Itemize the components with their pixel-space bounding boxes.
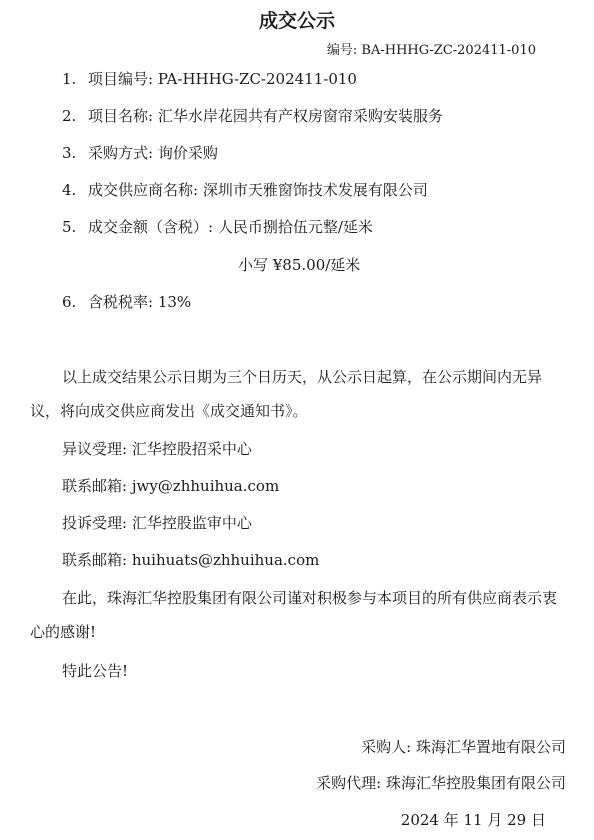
item-number: 1.	[62, 70, 77, 88]
closing-statement: 特此公告!	[62, 662, 129, 680]
item-label: 含税税率:	[88, 293, 154, 311]
item-procurement-method	[62, 143, 218, 163]
objection-email	[62, 476, 279, 496]
item-label: 采购方式:	[88, 144, 154, 162]
contact-value: 汇华控股招采中心	[131, 440, 252, 458]
purchaser-signature: 采购人: 珠海汇华置地有限公司	[361, 738, 566, 756]
notice-paragraph: 以上成交结果公示日期为三个日历天，从公示日起算，在公示期间内无异议，将向成交供应商发出《成交通知书》。	[30, 368, 543, 420]
item-number: 2.	[62, 107, 77, 125]
document-number: 编号: BA-HHHG-ZC-202411-010	[326, 43, 536, 58]
item-value: PA-HHHG-ZC-202411-010	[157, 70, 357, 88]
item-label: 成交金额（含税）:	[88, 218, 214, 236]
document-title: 成交公示	[258, 10, 335, 32]
publication-date: 2024 年 11 月 29 日	[400, 811, 546, 829]
amount-small: 小写 ¥85.00/延米	[238, 256, 361, 274]
item-label: 项目编号:	[88, 70, 154, 88]
item-transaction-amount	[62, 217, 373, 237]
agent-signature: 采购代理: 珠海汇华控股集团有限公司	[316, 774, 566, 792]
contact-value: 汇华控股监审中心	[131, 514, 252, 532]
item-project-number	[62, 69, 357, 89]
item-value: 深圳市天雅窗饰技术发展有限公司	[202, 181, 428, 199]
complaint-contact	[62, 513, 252, 533]
contact-label: 异议受理:	[62, 440, 128, 458]
contact-label: 联系邮箱:	[62, 551, 128, 569]
item-tax-rate	[62, 292, 191, 312]
contact-label: 投诉受理:	[62, 514, 128, 532]
item-number: 3.	[62, 144, 77, 162]
objection-contact	[62, 439, 252, 459]
item-supplier-name	[62, 180, 428, 200]
item-value: 汇华水岸花园共有产权房窗帘采购安装服务	[157, 107, 443, 125]
thanks-paragraph: 在此，珠海汇华控股集团有限公司谨对积极参与本项目的所有供应商表示衷心的感谢!	[30, 589, 558, 641]
item-number: 5.	[62, 218, 77, 236]
item-number: 4.	[62, 181, 77, 199]
contact-label: 联系邮箱:	[62, 477, 128, 495]
item-project-name	[62, 106, 443, 126]
complaint-email	[62, 550, 319, 570]
item-value: 人民币捌拾伍元整/延米	[217, 218, 373, 236]
contact-value: jwy@zhhuihua.com	[131, 477, 280, 495]
item-label: 成交供应商名称:	[88, 181, 199, 199]
item-value: 询价采购	[157, 144, 218, 162]
contact-value: huihuats@zhhuihua.com	[131, 551, 320, 569]
item-number: 6.	[62, 293, 77, 311]
item-label: 项目名称:	[88, 107, 154, 125]
item-value: 13%	[157, 293, 192, 311]
